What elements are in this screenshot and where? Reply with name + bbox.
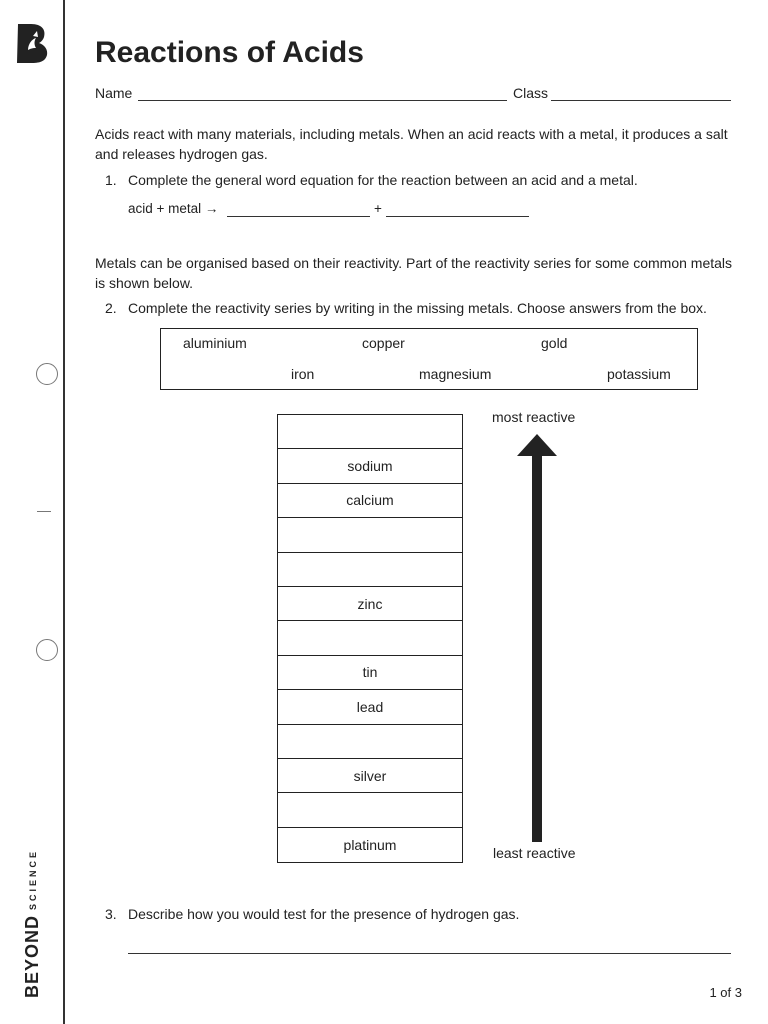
series-cell[interactable] [278,793,462,827]
margin-line [63,0,65,1024]
series-cell[interactable] [278,518,462,552]
least-reactive-label: least reactive [493,845,576,861]
name-label: Name [95,85,133,101]
question-number: 2. [105,300,117,316]
binder-hole-top [36,363,58,385]
series-cell[interactable] [278,553,462,587]
reactivity-paragraph: Metals can be organised based on their reactivity. Part of the reactivity series for some common metals is shown below. [95,255,733,291]
beyond-logo-icon [15,22,51,64]
intro-paragraph: Acids react with many materials, including metals. When an acid reacts with a metal, it produces a salt and releases hydrogen gas. [95,126,728,162]
name-field[interactable] [138,100,507,101]
equation-left: acid + metal → [128,201,219,216]
question-text: Complete the general word equation for the reaction between an acid and a metal. [128,172,638,188]
series-cell[interactable] [278,415,462,449]
word-equation [128,201,548,221]
series-cell: lead [278,690,462,724]
reactivity-arrow-icon [515,434,559,842]
series-cell[interactable] [278,621,462,655]
question-number: 1. [105,172,117,188]
question-number: 3. [105,906,117,922]
page-number: 1 of 3 [709,985,742,1000]
series-cell: silver [278,759,462,793]
answer-line[interactable] [128,953,731,954]
brand-sub-text: SCIENCE [27,848,38,910]
word-option: potassium [607,366,671,382]
class-field[interactable] [551,100,731,101]
question-text: Complete the reactivity series by writing in the missing metals. Choose answers from the box. [128,300,707,316]
word-option: gold [541,335,568,351]
word-option: copper [362,335,405,351]
series-cell: platinum [343,836,397,853]
series-cell: calcium [278,484,462,518]
brand-wordmark [22,849,43,998]
most-reactive-label: most reactive [492,409,576,425]
equation-plus: + [374,201,382,216]
word-option: aluminium [183,335,247,351]
binder-hole-bottom [36,639,58,661]
class-label: Class [513,85,549,101]
series-cell[interactable] [278,725,462,759]
series-cell: zinc [278,587,462,621]
word-option: iron [291,366,315,382]
reactivity-series-table [277,414,463,863]
word-option: magnesium [419,366,492,382]
question-text: Describe how you would test for the presence of hydrogen gas. [128,906,520,922]
word-box [160,328,698,390]
page-title: Reactions of Acids [95,36,364,69]
equation-blank-1[interactable] [227,216,370,217]
series-cell: tin [278,656,462,690]
brand-main-text: BEYOND [22,914,42,998]
name-class-row [95,85,731,105]
equation-blank-2[interactable] [386,216,529,217]
fold-mark [37,511,51,512]
series-cell: sodium [278,449,462,483]
